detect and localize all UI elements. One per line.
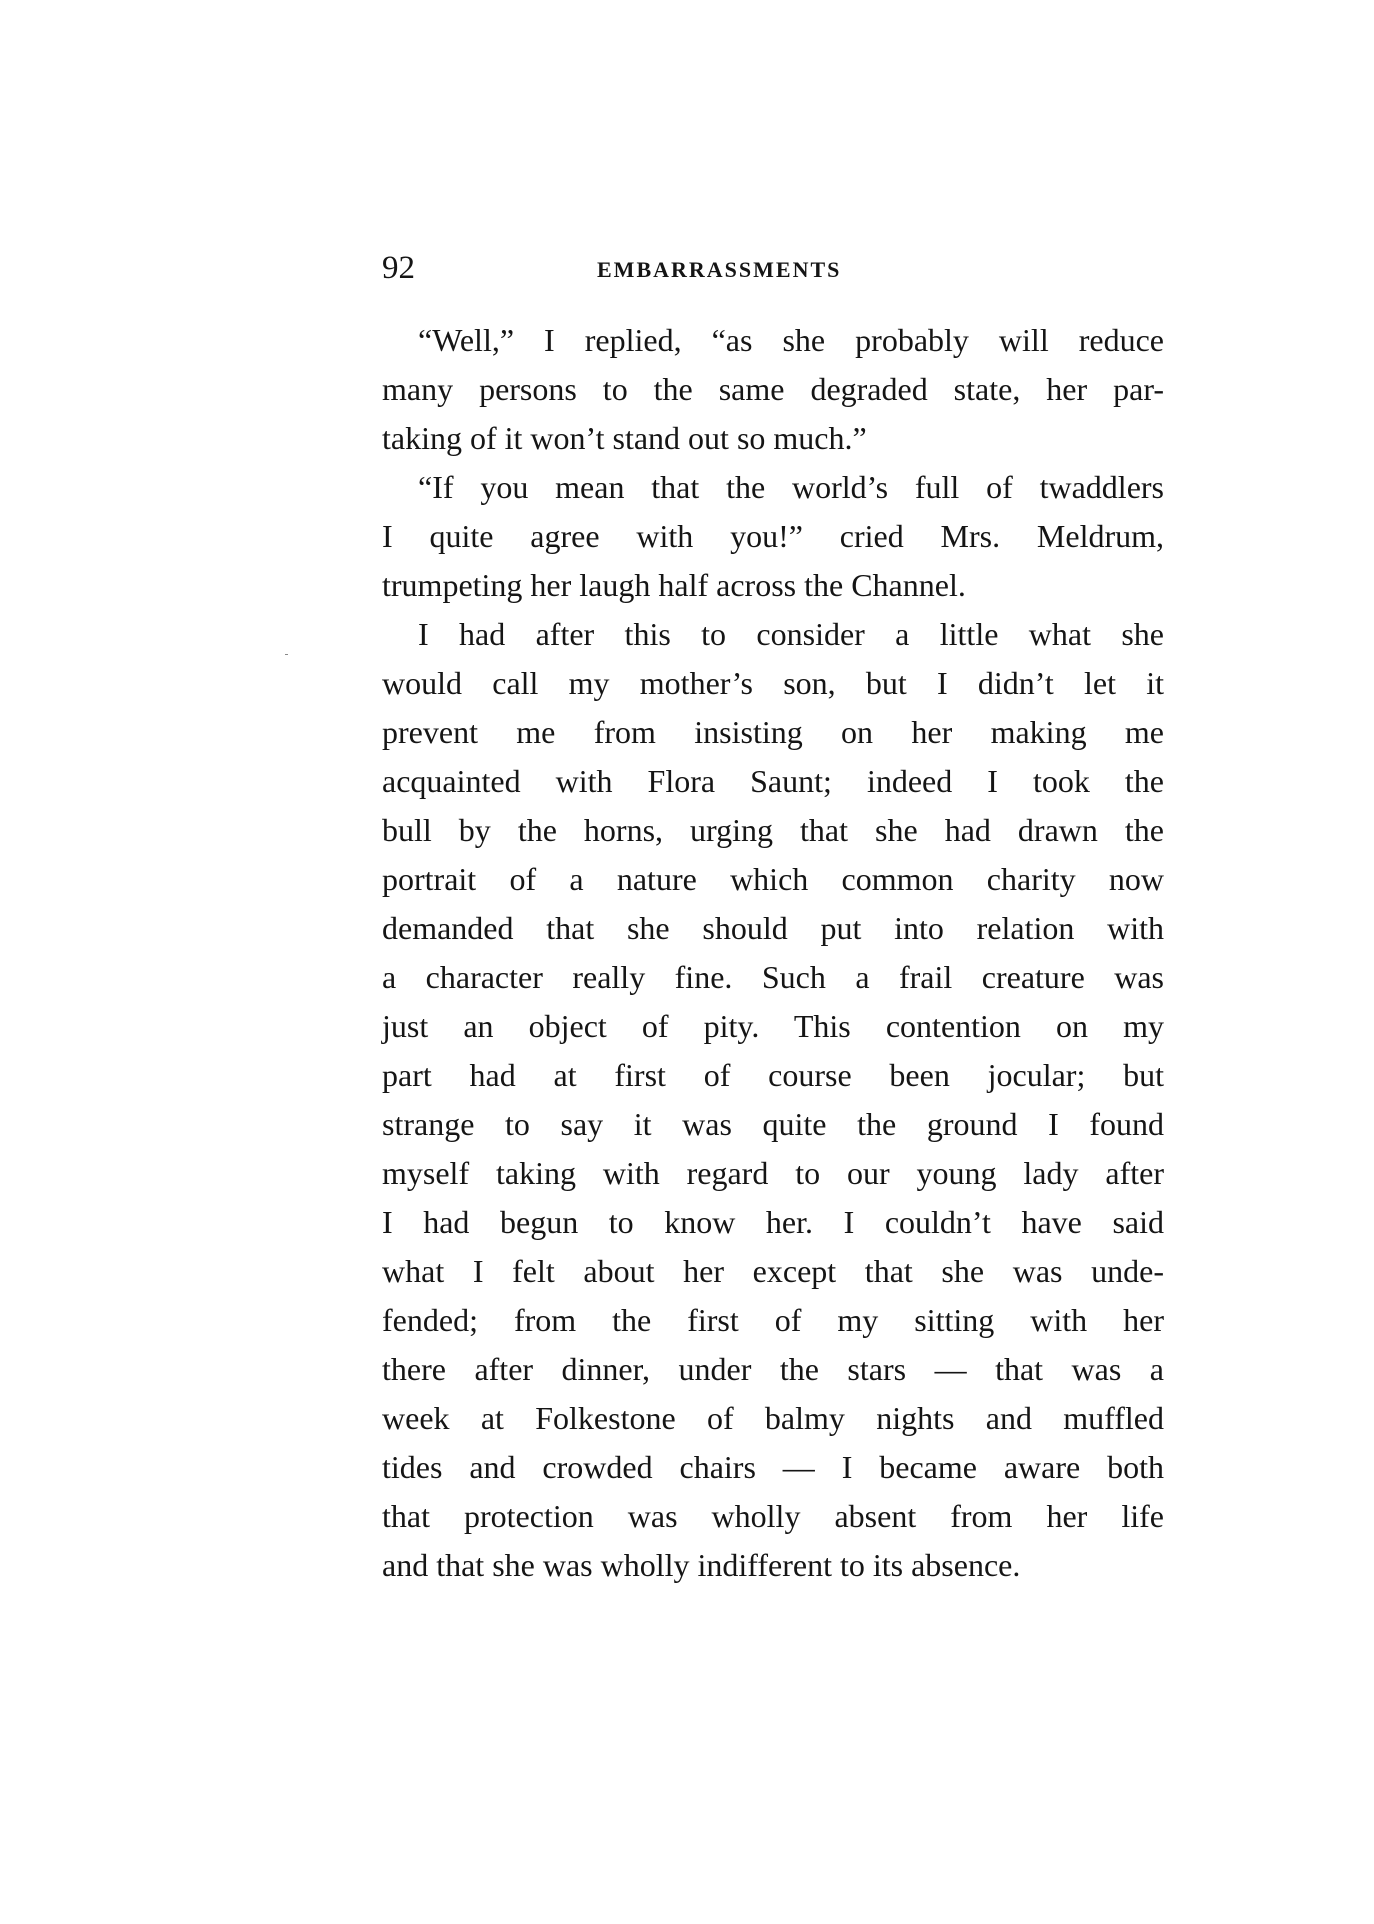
text-line: fended; from the first of my sitting with her <box>382 1302 1164 1338</box>
margin-mark <box>285 654 288 655</box>
text-line: strange to say it was quite the ground I found <box>382 1106 1164 1142</box>
text-line: taking of it won’t stand out so much.” <box>382 420 867 456</box>
text-line: I had after this to consider a little what she <box>418 616 1164 652</box>
running-head <box>382 246 1164 290</box>
text-line: part had at first of course been jocular; but <box>382 1057 1164 1093</box>
text-line: acquainted with Flora Saunt; indeed I took the <box>382 763 1164 799</box>
text-line: “Well,” I replied, “as she probably will reduce <box>418 322 1164 358</box>
text-line: what I felt about her except that she was unde- <box>382 1253 1164 1289</box>
text-line: myself taking with regard to our young lady after <box>382 1155 1164 1191</box>
text-line: would call my mother’s son, but I didn’t let it <box>382 665 1164 701</box>
text-line: trumpeting her laugh half across the Channel. <box>382 567 966 603</box>
text-line: bull by the horns, urging that she had drawn the <box>382 812 1164 848</box>
text-line: tides and crowded chairs — I became aware both <box>382 1449 1164 1485</box>
body-text <box>382 316 1164 1590</box>
text-line: I had begun to know her. I couldn’t have said <box>382 1204 1164 1240</box>
text-line: and that she was wholly indifferent to its absence. <box>382 1547 1021 1583</box>
text-line: prevent me from insisting on her making me <box>382 714 1164 750</box>
text-line: many persons to the same degraded state, her par- <box>382 371 1164 407</box>
text-line: there after dinner, under the stars — that was a <box>382 1351 1164 1387</box>
text-line: portrait of a nature which common charity now <box>382 861 1164 897</box>
page-number: 92 <box>382 250 415 286</box>
text-line: a character really fine. Such a frail creature was <box>382 959 1164 995</box>
paragraph-1 <box>382 316 1164 463</box>
paragraph-2 <box>382 463 1164 610</box>
text-line: “If you mean that the world’s full of twaddlers <box>418 469 1164 505</box>
paragraph-3 <box>382 610 1164 1590</box>
text-line: demanded that she should put into relation with <box>382 910 1164 946</box>
text-line: I quite agree with you!” cried Mrs. Meldrum, <box>382 518 1164 554</box>
running-title: EMBARRASSMENTS <box>597 257 842 282</box>
text-line: that protection was wholly absent from her life <box>382 1498 1164 1534</box>
text-line: just an object of pity. This contention on my <box>382 1008 1164 1044</box>
text-line: week at Folkestone of balmy nights and muffled <box>382 1400 1164 1436</box>
